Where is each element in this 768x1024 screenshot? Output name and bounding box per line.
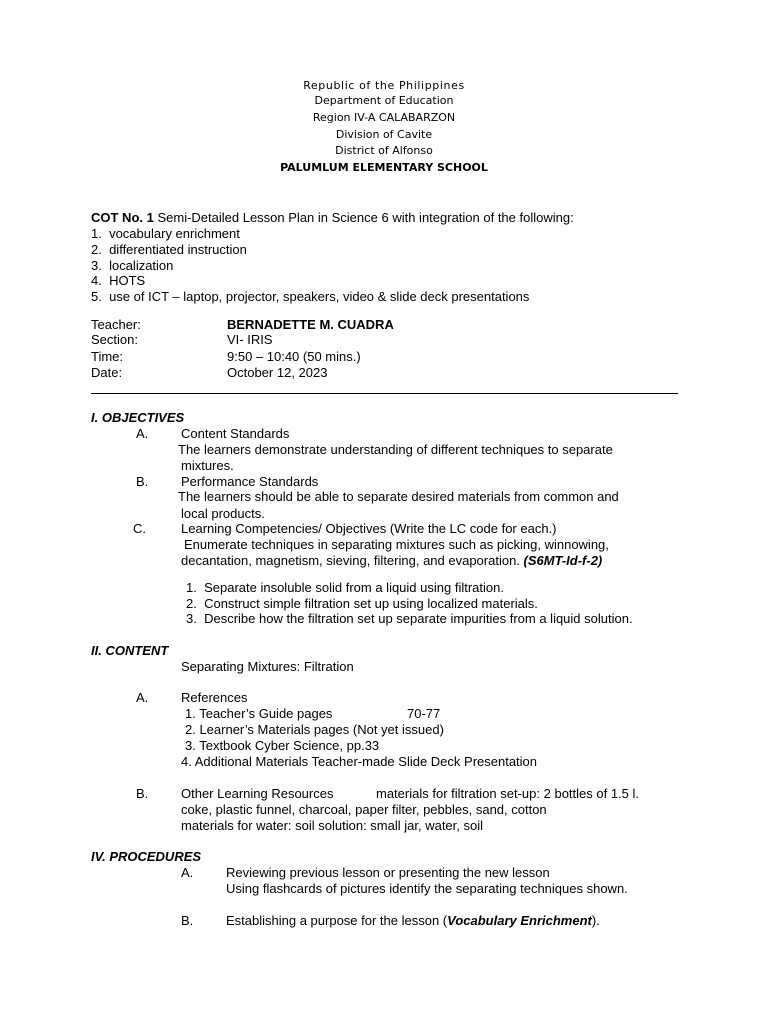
learning-competencies-text: decantation, magnetism, sieving, filtering, and evaporation.	[181, 553, 520, 568]
cot-item-text: localization	[109, 258, 174, 273]
procedure-a-text: Using flashcards of pictures identify the separating techniques shown.	[226, 881, 628, 896]
reference-item: 3. Textbook Cyber Science, pp.33	[185, 738, 380, 753]
objective-num: 3.	[186, 611, 197, 626]
cot-item-num: 2.	[91, 242, 102, 257]
procedure-a-title: Reviewing previous lesson or presenting the new lesson	[226, 865, 550, 880]
content-heading: II. CONTENT	[91, 643, 169, 658]
content-standards-line: The learners demonstrate understanding of different techniques to separate	[178, 442, 613, 457]
objective-item	[186, 611, 633, 627]
content-b-letter: B.	[136, 786, 149, 801]
date-label: Date:	[91, 365, 123, 380]
objective-num: 2.	[186, 596, 197, 611]
objective-text: Separate insoluble solid from a liquid using filtration.	[204, 580, 504, 595]
time-value: 9:50 – 10:40 (50 mins.)	[227, 349, 361, 364]
cot-item	[91, 289, 529, 305]
content-standards-title: Content Standards	[181, 426, 290, 441]
reference-pages: 70-77	[407, 706, 441, 721]
cot-item-text: use of ICT – laptop, projector, speakers, video & slide deck presentations	[109, 289, 530, 304]
other-resources-line: materials for filtration set-up: 2 bottles of 1.5 l.	[376, 786, 640, 801]
other-resources-title: Other Learning Resources	[181, 786, 334, 801]
teacher-label: Teacher:	[91, 317, 141, 332]
performance-standards-line: The learners should be able to separate desired materials from common and	[178, 489, 619, 504]
objective-num: 1.	[186, 580, 197, 595]
reference-item: 1. Teacher’s Guide pages	[185, 706, 333, 721]
objectives-c-letter: C.	[133, 521, 146, 536]
cot-label: COT No. 1	[91, 210, 154, 225]
cot-item-num: 5.	[91, 289, 102, 304]
header-district: District of Alfonso	[335, 144, 433, 157]
content-topic: Separating Mixtures: Filtration	[181, 659, 354, 674]
cot-item-num: 4.	[91, 273, 102, 288]
other-resources-line: coke, plastic funnel, charcoal, paper filter, pebbles, sand, cotton	[181, 802, 547, 817]
teacher-value: BERNADETTE M. CUADRA	[227, 317, 394, 332]
header-region: Region IV-A CALABARZON	[312, 111, 456, 124]
cot-text: Semi-Detailed Lesson Plan in Science 6 with integration of the following:	[157, 210, 574, 225]
cot-item-text: HOTS	[109, 273, 146, 288]
objectives-b-letter: B.	[136, 474, 149, 489]
cot-item	[91, 258, 173, 274]
vocabulary-enrichment-label: Vocabulary Enrichment	[447, 913, 592, 928]
learning-competencies-line: Enumerate techniques in separating mixtures such as picking, winnowing,	[184, 537, 609, 552]
procedures-heading: IV. PROCEDURES	[91, 849, 202, 864]
cot-item-text: differentiated instruction	[109, 242, 247, 257]
objectives-heading: I. OBJECTIVES	[91, 410, 185, 425]
performance-standards-title: Performance Standards	[181, 474, 319, 489]
learning-competencies-line	[181, 553, 602, 569]
performance-standards-line: local products.	[181, 506, 265, 521]
references-title: References	[181, 690, 248, 705]
lc-code: (S6MT-Id-f-2)	[523, 553, 603, 568]
learning-competencies-title: Learning Competencies/ Objectives (Write the LC code for each.)	[181, 521, 557, 536]
header-republic: Republic of the Philippines	[303, 79, 465, 92]
objective-text: Construct simple filtration set up using localized materials.	[204, 596, 538, 611]
cot-item	[91, 226, 240, 242]
reference-item: 4. Additional Materials Teacher-made Slide Deck Presentation	[181, 754, 538, 769]
cot-line	[91, 210, 574, 226]
procedure-b-prefix: Establishing a purpose for the lesson (	[226, 913, 448, 928]
divider	[91, 393, 678, 394]
other-resources-line: materials for water: soil solution: small jar, water, soil	[181, 818, 483, 833]
objective-text: Describe how the filtration set up separate impurities from a liquid solution.	[204, 611, 633, 626]
objectives-a-letter: A.	[136, 426, 149, 441]
procedure-b-line	[226, 913, 600, 929]
procedure-b-suffix: ).	[591, 913, 600, 928]
date-value: October 12, 2023	[227, 365, 328, 380]
content-standards-line: mixtures.	[181, 458, 234, 473]
procedures-a-letter: A.	[181, 865, 194, 880]
header-school: PALUMLUM ELEMENTARY SCHOOL	[280, 161, 488, 174]
section-label: Section:	[91, 332, 138, 347]
cot-item	[91, 273, 145, 289]
header-department: Department of Education	[314, 94, 454, 107]
objective-item	[186, 596, 538, 612]
objective-item	[186, 580, 504, 596]
reference-item: 2. Learner’s Materials pages (Not yet issued)	[185, 722, 444, 737]
cot-item	[91, 242, 247, 258]
cot-item-text: vocabulary enrichment	[109, 226, 240, 241]
section-value: VI- IRIS	[227, 332, 273, 347]
cot-item-num: 1.	[91, 226, 102, 241]
time-label: Time:	[91, 349, 124, 364]
procedures-b-letter: B.	[181, 913, 194, 928]
content-a-letter: A.	[136, 690, 149, 705]
cot-item-num: 3.	[91, 258, 102, 273]
header-division: Division of Cavite	[335, 128, 433, 141]
